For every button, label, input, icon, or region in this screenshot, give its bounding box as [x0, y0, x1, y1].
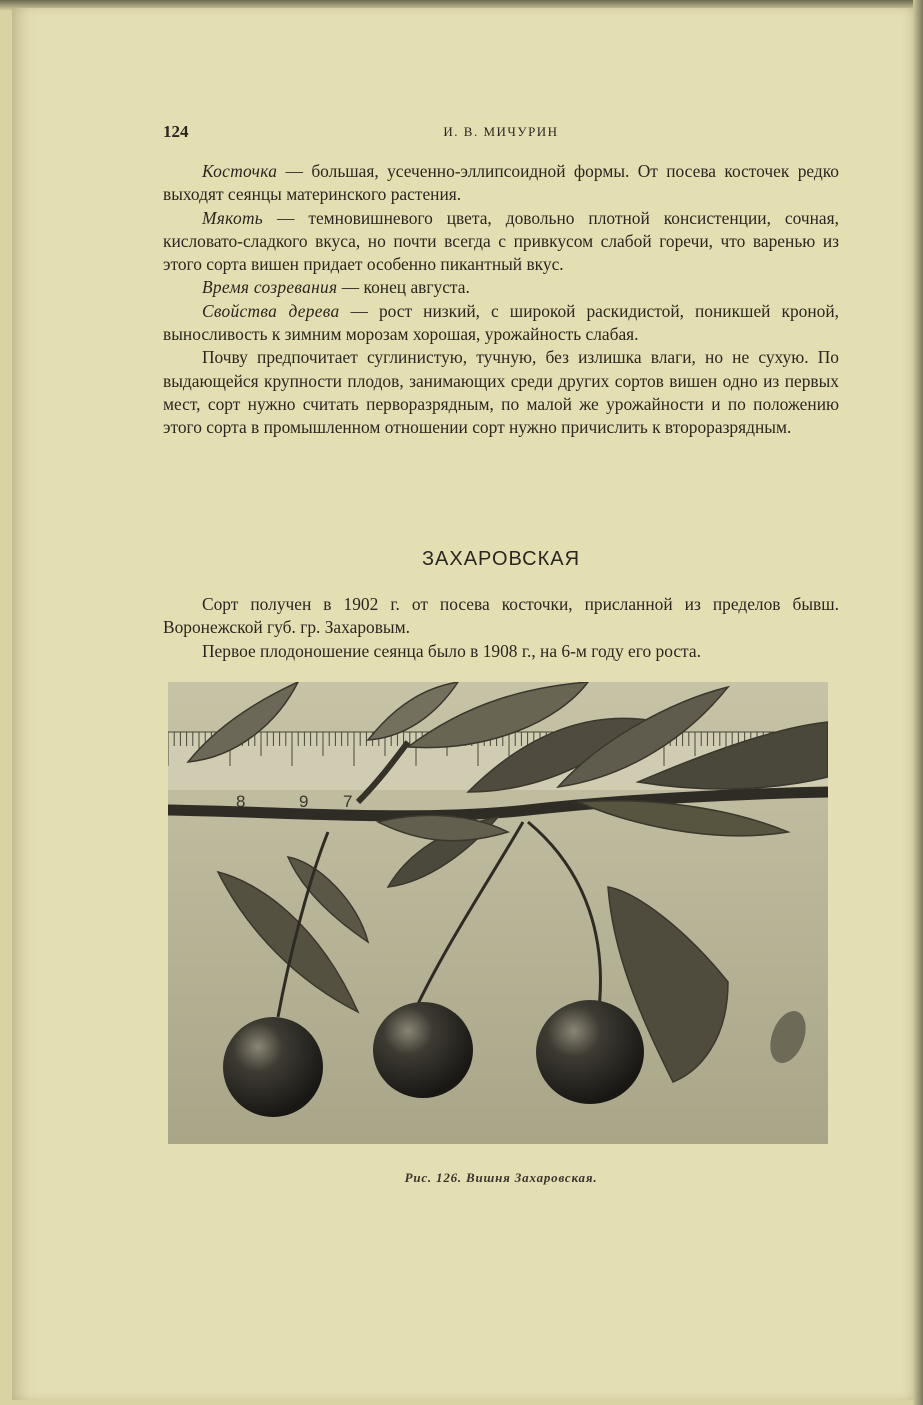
description-block: [163, 160, 839, 440]
ruler-label-7: 7: [343, 792, 353, 811]
origin-block: [163, 593, 839, 663]
paragraph-stone: Косточка — большая, усеченно-эллипсоидной формы. От посева косточек редко выходят сеянцы материнского растения.: [163, 161, 839, 205]
term-ripening: Время созревания: [202, 277, 338, 298]
term-flesh: Мякоть: [202, 207, 264, 228]
paragraph-tree: Свойства дерева — рост низкий, с широкой раскидистой, поникшей кроной, выносливость к зимним морозам хорошая, урожайность слабая.: [163, 300, 840, 345]
paragraph-flesh: Мякоть — темновишневого цвета, довольно плотной консистенции, сочная, кисловато-сладкого вкуса, но почти всегда с привкусом слабой горечи, что варенью из этого сорта вишен придает особенно пикантный вкус.: [163, 207, 839, 275]
page-number: 124: [163, 122, 189, 141]
cherry-3: [536, 1000, 644, 1104]
running-head-author: И. В. МИЧУРИН: [443, 124, 559, 139]
figure-caption: Рис. 126. Вишня Захаровская.: [404, 1170, 598, 1185]
cherry-photograph: [168, 682, 828, 1144]
ruler-label-9: 9: [299, 792, 309, 811]
paragraph-ripening: Время созревания — конец августа.: [202, 277, 470, 298]
cherry-1: [223, 1017, 323, 1117]
ruler-label-8: 8: [236, 792, 246, 811]
cherry-2: [373, 1002, 473, 1098]
paragraph-first-fruiting: Первое плодоношение сеянца было в 1908 г., на 6-м году его роста.: [202, 640, 701, 661]
term-stone: Косточка: [202, 161, 278, 181]
term-tree: Свойства дерева: [202, 300, 340, 321]
scan-right-edge: [913, 0, 923, 1405]
paragraph-origin: Сорт получен в 1902 г. от посева косточки, присланной из пределов бывш. Воронежской губ. гр. Захаровым.: [163, 594, 839, 638]
paragraph-soil: Почву предпочитает суглинистую, тучную, без излишка влаги, но не сухую. По выдающейся крупности плодов, занимающих среди других сортов вишен одно из первых мест, сорт нужно считать перворазрядным, по малой же урожайности и по положению этого сорта в промышленном отношении сорт нужно причислить к второразрядным.: [163, 347, 839, 438]
running-header: [163, 122, 839, 142]
section-title: ЗАХАРОВСКАЯ: [421, 548, 581, 570]
